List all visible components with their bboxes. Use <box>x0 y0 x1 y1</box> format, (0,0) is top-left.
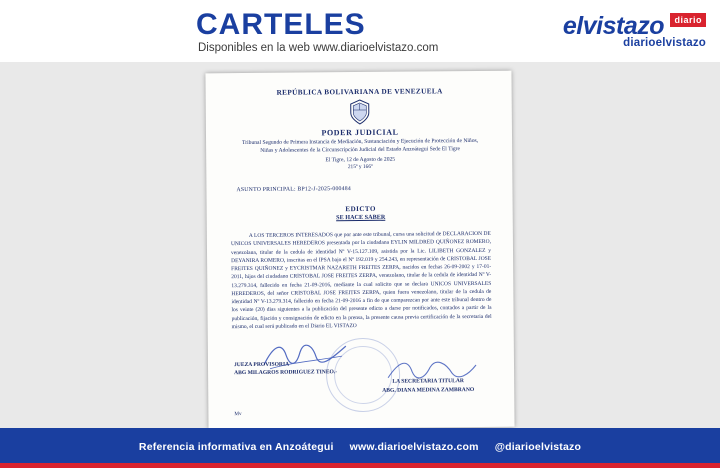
document-years: 215º y 166º <box>347 163 373 171</box>
poster-footer <box>0 428 720 468</box>
footer-website[interactable]: www.diarioelvistazo.com <box>349 441 479 453</box>
page-title: CARTELES <box>196 8 366 41</box>
footer-social-handle[interactable]: @diarioelvistazo <box>494 441 582 453</box>
document-edict-title: EDICTO <box>345 204 376 214</box>
secretary-signature-block <box>368 377 488 396</box>
document-initials: Mv <box>234 411 242 418</box>
case-label: ASUNTO PRINCIPAL: <box>236 186 296 194</box>
document-body-text: A LOS TERCEROS INTERESADOS que por ante este tribunal, cursa una solicitud de DECLARACION DE UNICOS UNIVERSALES HEREDEROS presentada por la ciudadana EYLIN MILDRED QUIÑONEZ ROMERO, venezolana, titular de la cedula de identidad Nº V-15.127.109, asistida por la Lic. LILIBETH GONZALEZ y DEYANIRA ROMERO, inscritas en el IPSA bajo el Nº 192.019 y 254.243, en representación de CRISTOBAL JOSE FREITES QUIÑONEZ y EYCRISTMAR NAZARETH FREITES ZERPA, nacidos en fechas 26-09-2002 y 17-01-2011, hijos del ciudadano CRISTOBAL JOSE FREITES ZERPA, venezolano, titular de la cedula de identidad Nº V-13.279.314, fallecido en fecha 21-09-2016, mediante la cual solicito que se declara UNICOS UNIVERSALES HEREDEROS, del señor CRISTOBAL JOSE FREITES ZERPA, quien fuera venezolano, titular de la cedula de identidad Nº V-13.279.314, fallecido en fecha 21-09-2016 a fin de que comparezcan por ante este tribunal dentro de los veinte (20) dias siguientes a la publicación del presente edicto a darse por notificados, contados a partir de la publicación, fijación y consignación de edicto en la prensa, la presente causa previa certificación de la secretaria del mismo, el cual será publicado en el Diario EL VISTAZO <box>230 230 492 330</box>
header-subtitle: Disponibles en la web www.diarioelvistazo.com <box>198 42 439 54</box>
document-power-heading: PODER JUDICIAL <box>321 127 399 138</box>
footer-bar <box>0 436 720 458</box>
document-case-line <box>236 185 492 193</box>
document-photo-area <box>0 62 720 428</box>
case-number: BP12-J-2025-000484 <box>297 186 351 193</box>
poster-header <box>0 0 720 62</box>
document-tribunal: Tribunal Segundo de Primera Instancia de Mediación, Sustanciación y Ejecución de Protección de Niños, Niñas y Adolescentes de la Circunscripción Judicial del Estado Anzoátegui Sede El Tigre <box>241 137 479 154</box>
judge-name: ABG MILAGROS RODRIGUEZ TINEO.- <box>234 369 338 377</box>
secretary-role: LA SECRETARIA TITULAR <box>392 378 464 385</box>
judge-role: JUEZA PROVISORIA <box>233 361 290 369</box>
edict-document <box>205 71 514 428</box>
document-republic-heading: REPÚBLICA BOLIVARIANA DE VENEZUELA <box>276 87 443 97</box>
footer-accent-bar <box>0 463 720 468</box>
judge-signature-block <box>234 360 337 378</box>
brand-logo <box>546 10 706 50</box>
coat-of-arms-icon <box>348 99 372 125</box>
document-place-date: El Tigre, 12 de Agosto de 2025 <box>325 156 396 164</box>
secretary-name: ABG. DIANA MEDINA ZAMBRANO <box>382 386 475 394</box>
footer-reference: Referencia informativa en Anzoátegui <box>138 441 334 453</box>
brand-tag-badge: diario <box>670 13 706 27</box>
document-edict-subtitle: SE HACE SABER <box>336 213 386 222</box>
brand-handle: diarioelvistazo <box>623 37 706 49</box>
brand-name: elvistazo <box>562 12 664 40</box>
